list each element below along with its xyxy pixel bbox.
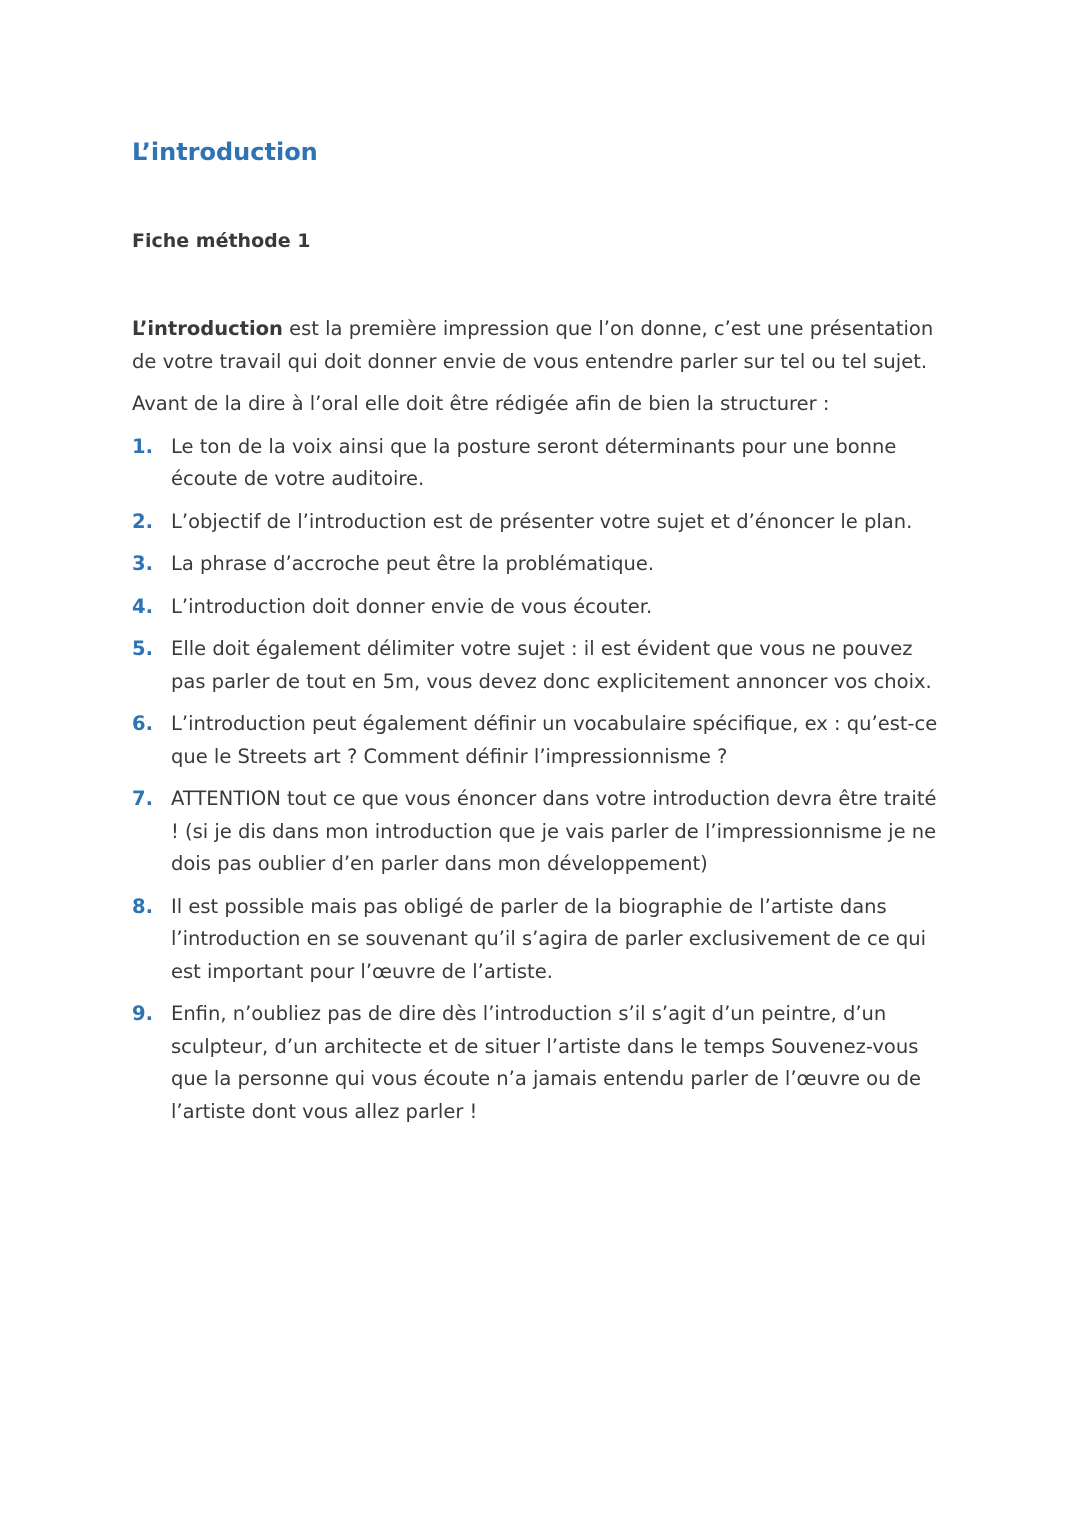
list-item-text: Il est possible mais pas obligé de parler de la biographie de l’artiste dans l’introduction en se souvenant qu’il s’agira de parler exclusivement de ce qui est important pour l’œuvre de l’artiste. xyxy=(171,894,927,983)
list-item-text: L’introduction doit donner envie de vous écouter. xyxy=(171,594,653,618)
list-item-number: 2. xyxy=(132,509,153,533)
list-item xyxy=(132,998,947,1128)
list-item xyxy=(132,506,947,539)
list-item-number: 9. xyxy=(132,1002,153,1025)
list-item-text: Le ton de la voix ainsi que la posture seront déterminants pour une bonne écoute de votre auditoire. xyxy=(171,434,897,490)
list-item xyxy=(132,548,947,581)
list-item-number: 4. xyxy=(132,594,153,618)
list-item-number: 7. xyxy=(132,787,153,810)
list-item-number: 3. xyxy=(132,552,153,575)
list-item-number: 6. xyxy=(132,712,153,735)
intro-term: L’introduction xyxy=(132,317,283,340)
page-subtitle: Fiche méthode 1 xyxy=(132,230,311,252)
list-item-text: L’objectif de l’introduction est de présenter votre sujet et d’énoncer le plan. xyxy=(171,509,913,533)
list-item-text: Enfin, n’oubliez pas de dire dès l’introduction s’il s’agit d’un peintre, d’un sculpteur, d’un architecte et de situer l’artiste dans le temps Souvenez-vous que la personne qui vous écoute n’a jamais entendu parler de l’œuvre ou de l’artiste dont vous allez parler ! xyxy=(171,1002,922,1123)
lead-sentence: Avant de la dire à l’oral elle doit être rédigée afin de bien la structurer : xyxy=(132,392,830,415)
list-item-number: 8. xyxy=(132,894,153,918)
intro-paragraph xyxy=(132,313,947,378)
list-item-text: Elle doit également délimiter votre sujet : il est évident que vous ne pouvez pas parler de tout en 5m, vous devez donc explicitement annoncer vos choix. xyxy=(171,637,932,693)
intro-text: est la première impression que l’on donne, c’est une présentation de votre travail qui doit donner envie de vous entendre parler sur tel ou tel sujet. xyxy=(132,317,934,373)
list-item xyxy=(132,633,947,698)
list-item xyxy=(132,891,947,989)
page-title: L’introduction xyxy=(132,138,318,166)
list-item xyxy=(132,431,947,496)
document-body xyxy=(132,313,947,1138)
list-item-text: ATTENTION tout ce que vous énoncer dans votre introduction devra être traité ! (si je dis dans mon introduction que je vais parler de l’impressionnisme je ne dois pas oublier d’en parler dans mon développement) xyxy=(171,787,937,875)
list-item-text: La phrase d’accroche peut être la problématique. xyxy=(171,552,655,575)
method-list xyxy=(132,431,947,1129)
list-item-number: 1. xyxy=(132,434,153,458)
list-item xyxy=(132,591,947,624)
list-item-number: 5. xyxy=(132,637,153,660)
list-item xyxy=(132,783,947,881)
list-item xyxy=(132,708,947,773)
list-item-text: L’introduction peut également définir un vocabulaire spécifique, ex : qu’est-ce que le Streets art ? Comment définir l’impressionnisme ? xyxy=(171,712,938,768)
